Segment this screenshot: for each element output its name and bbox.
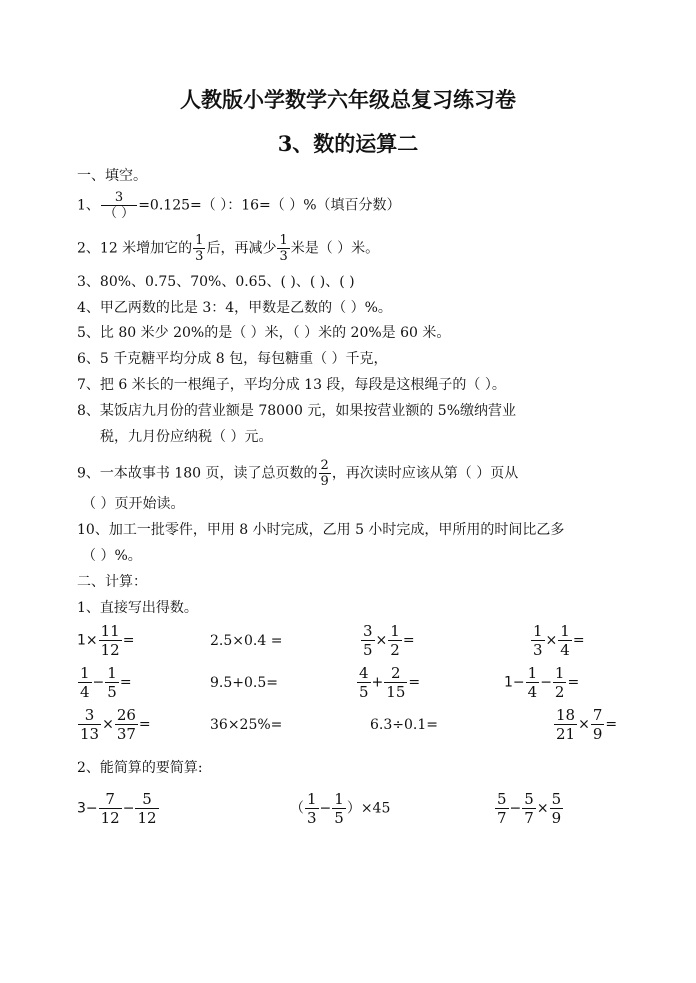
- r2a-n2: 1: [107, 664, 117, 682]
- calc-r3-d: [553, 706, 617, 743]
- q2-f1-denominator: 3: [195, 249, 204, 264]
- r1a-den: 12: [100, 641, 120, 659]
- calc-r1-b: 2.5×0.4 =: [210, 633, 283, 649]
- r1c-d2: 2: [390, 641, 400, 659]
- e3-n1: 5: [497, 790, 507, 808]
- question-3: 3、80%、0.75、70%、0.65、( )、( )、( ): [77, 274, 355, 290]
- calc-r1-c: [360, 622, 415, 659]
- r1a-fraction: [99, 622, 122, 659]
- q9-tail: ，再次读时应该从第（ ）页从: [331, 465, 519, 482]
- r1c-f1: [361, 622, 375, 659]
- r2c-d1: 5: [359, 683, 369, 701]
- calc-r1-a: [77, 622, 134, 659]
- q1-fraction: [101, 190, 137, 221]
- q2-fraction-1: [193, 233, 205, 264]
- r3a-d2: 37: [116, 725, 136, 743]
- calc-r2-a: [77, 664, 132, 701]
- question-9-line-2: （ ）页开始读。: [82, 496, 185, 512]
- r3d-post: =: [605, 716, 618, 733]
- question-6: 6、5 千克糖平均分成 8 包，每包糖重（ ）千克，: [77, 351, 388, 367]
- r3d-f1: [554, 706, 577, 743]
- e2-n1: 1: [307, 790, 317, 808]
- calc-r3-b: 36×25%=: [210, 717, 283, 733]
- r3a-f1: [78, 706, 101, 743]
- e2-op: −: [319, 800, 332, 817]
- e3-d3: 9: [551, 809, 562, 827]
- e2-f1: [305, 790, 319, 827]
- e2-f2: [332, 790, 346, 827]
- r1d-d2: 4: [560, 641, 570, 659]
- r2a-n1: 1: [80, 664, 90, 682]
- simplify-1: [77, 790, 160, 827]
- r2d-pre: 1−: [504, 674, 525, 691]
- e1-n1: 7: [99, 790, 122, 809]
- r1d-n2: 1: [560, 622, 570, 640]
- r2d-n1: 1: [527, 664, 538, 682]
- question-2: [77, 233, 379, 264]
- q2-fraction-2: [277, 233, 289, 264]
- question-8-line-2: 税，九月份应纳税（ ）元。: [100, 429, 273, 445]
- q2-prefix: 2、12 米增加它的: [77, 240, 193, 257]
- r1c-post: =: [402, 632, 415, 649]
- r2d-op: −: [540, 674, 552, 691]
- e3-d2: 7: [524, 809, 534, 827]
- r2a-f2: [105, 664, 119, 701]
- r1d-post: =: [572, 632, 585, 649]
- e1-n2: 5: [135, 790, 158, 809]
- q1-text: =0.125=（ ）：16=（ ）%（填百分数）: [138, 197, 401, 214]
- r1a-post: =: [122, 632, 135, 649]
- q9-denominator: 9: [320, 474, 329, 489]
- r3d-n2: 7: [592, 706, 603, 724]
- q9-prefix: 9、一本故事书 180 页，读了总页数的: [77, 465, 318, 482]
- r2d-d1: 4: [527, 683, 538, 701]
- r3a-op: ×: [102, 716, 114, 733]
- calc-r3-c: 6.3÷0.1=: [370, 717, 438, 733]
- r2c-f1: [357, 664, 371, 701]
- section1-heading: 一、填空。: [77, 168, 147, 184]
- r2c-post: =: [408, 674, 421, 691]
- page-subtitle: 3、数的运算二: [277, 131, 419, 156]
- e3-op: −: [509, 800, 522, 817]
- question-10-line-1: 10、加工一批零件，甲用 8 小时完成，乙用 5 小时完成，甲所用的时间比乙多: [77, 522, 565, 538]
- e3-f1: [495, 790, 509, 827]
- e3-f2: [522, 790, 536, 827]
- r2c-op: +: [371, 674, 384, 691]
- question-7: 7、把 6 米长的一根绳子，平均分成 13 段，每段是这根绳子的（ ）。: [77, 377, 506, 393]
- section2-sub2: 2、能简算的要简算:: [77, 760, 203, 776]
- r2d-post: =: [567, 674, 580, 691]
- e3-n3: 5: [551, 790, 562, 808]
- r1c-d1: 5: [363, 641, 373, 659]
- r3a-post: =: [138, 716, 151, 733]
- r2a-f1: [78, 664, 92, 701]
- r1d-op: ×: [545, 632, 558, 649]
- r2c-n1: 4: [359, 664, 369, 682]
- q9-numerator: 2: [320, 458, 329, 473]
- question-9: [77, 458, 518, 489]
- e3-n2: 5: [524, 790, 534, 808]
- r2c-d2: 15: [386, 683, 406, 701]
- r3d-n1: 18: [556, 706, 576, 724]
- r3d-d1: 21: [556, 725, 576, 743]
- r3d-d2: 9: [592, 725, 603, 743]
- r2d-n2: 1: [554, 664, 565, 682]
- q1-numerator: 3: [101, 190, 137, 206]
- r2d-f2: [553, 664, 567, 701]
- r3a-n2: 26: [116, 706, 136, 724]
- e1-d2: 12: [137, 809, 157, 827]
- question-1: [77, 190, 401, 221]
- r3a-f2: [115, 706, 138, 743]
- question-8-line-1: 8、某饭店九月份的营业额是 78000 元，如果按营业额的 5%缴纳营业: [77, 403, 517, 419]
- calc-r2-b: 9.5+0.5=: [210, 675, 278, 691]
- calc-r2-c: [356, 664, 420, 701]
- r3a-n1: 3: [78, 706, 101, 725]
- simplify-2: [290, 790, 390, 827]
- r2d-d2: 2: [554, 683, 565, 701]
- r1c-op: ×: [375, 632, 388, 649]
- question-10-line-2: （ ）%。: [82, 548, 142, 564]
- r2c-n2: 2: [384, 664, 407, 683]
- q2-f2-numerator: 1: [279, 233, 288, 248]
- e3-d1: 7: [497, 809, 507, 827]
- calc-r1-d: [530, 622, 585, 659]
- r1c-f2: [388, 622, 402, 659]
- q9-fraction: [319, 458, 331, 489]
- e2-n2: 1: [334, 790, 344, 808]
- r2c-f2: [384, 664, 407, 701]
- r3d-f2: [591, 706, 605, 743]
- q2-tail: 米是（ ）米。: [290, 240, 380, 257]
- q1-denominator: （ ）: [103, 206, 135, 221]
- section2-heading: 二、计算：: [77, 574, 147, 590]
- r3a-d1: 13: [80, 725, 100, 743]
- q2-f1-numerator: 1: [195, 233, 204, 248]
- e1-f1: [99, 790, 122, 827]
- r2a-d1: 4: [80, 683, 90, 701]
- e3-f3: [550, 790, 564, 827]
- r1a-pre: 1×: [77, 632, 98, 649]
- e1-pre: 3−: [77, 800, 98, 817]
- calc-r3-a: [77, 706, 151, 743]
- r2d-f1: [526, 664, 540, 701]
- calc-r2-d: [504, 664, 579, 701]
- r2a-post: =: [119, 674, 132, 691]
- question-5: 5、比 80 米少 20%的是（ ）米，（ ）米的 20%是 60 米。: [77, 325, 451, 341]
- e2-pre: （: [290, 800, 304, 817]
- e1-op: −: [122, 800, 135, 817]
- q2-middle: 后，再减少: [206, 240, 277, 257]
- r1c-n1: 3: [363, 622, 373, 640]
- r2a-op: −: [92, 674, 105, 691]
- r1d-f1: [531, 622, 545, 659]
- q1-prefix: 1、: [77, 197, 100, 214]
- r1a-num: 11: [100, 622, 120, 640]
- r1d-f2: [558, 622, 572, 659]
- e1-f2: [135, 790, 158, 827]
- e3-op2: ×: [536, 800, 549, 817]
- e1-d1: 12: [100, 809, 120, 827]
- r3d-op: ×: [578, 716, 590, 733]
- e2-d1: 3: [307, 809, 317, 827]
- r1c-n2: 1: [390, 622, 400, 640]
- q2-f2-denominator: 3: [279, 249, 288, 264]
- r1d-d1: 3: [533, 641, 543, 659]
- e2-d2: 5: [334, 809, 344, 827]
- e2-post: ）×45: [346, 800, 391, 817]
- section2-sub1: 1、直接写出得数。: [77, 600, 198, 616]
- r2a-d2: 5: [107, 683, 117, 701]
- simplify-3: [494, 790, 564, 827]
- r1d-n1: 1: [533, 622, 543, 640]
- page-title: 人教版小学数学六年级总复习练习卷: [180, 87, 516, 112]
- question-4: 4、甲乙两数的比是 3：4，甲数是乙数的（ ）%。: [77, 300, 392, 316]
